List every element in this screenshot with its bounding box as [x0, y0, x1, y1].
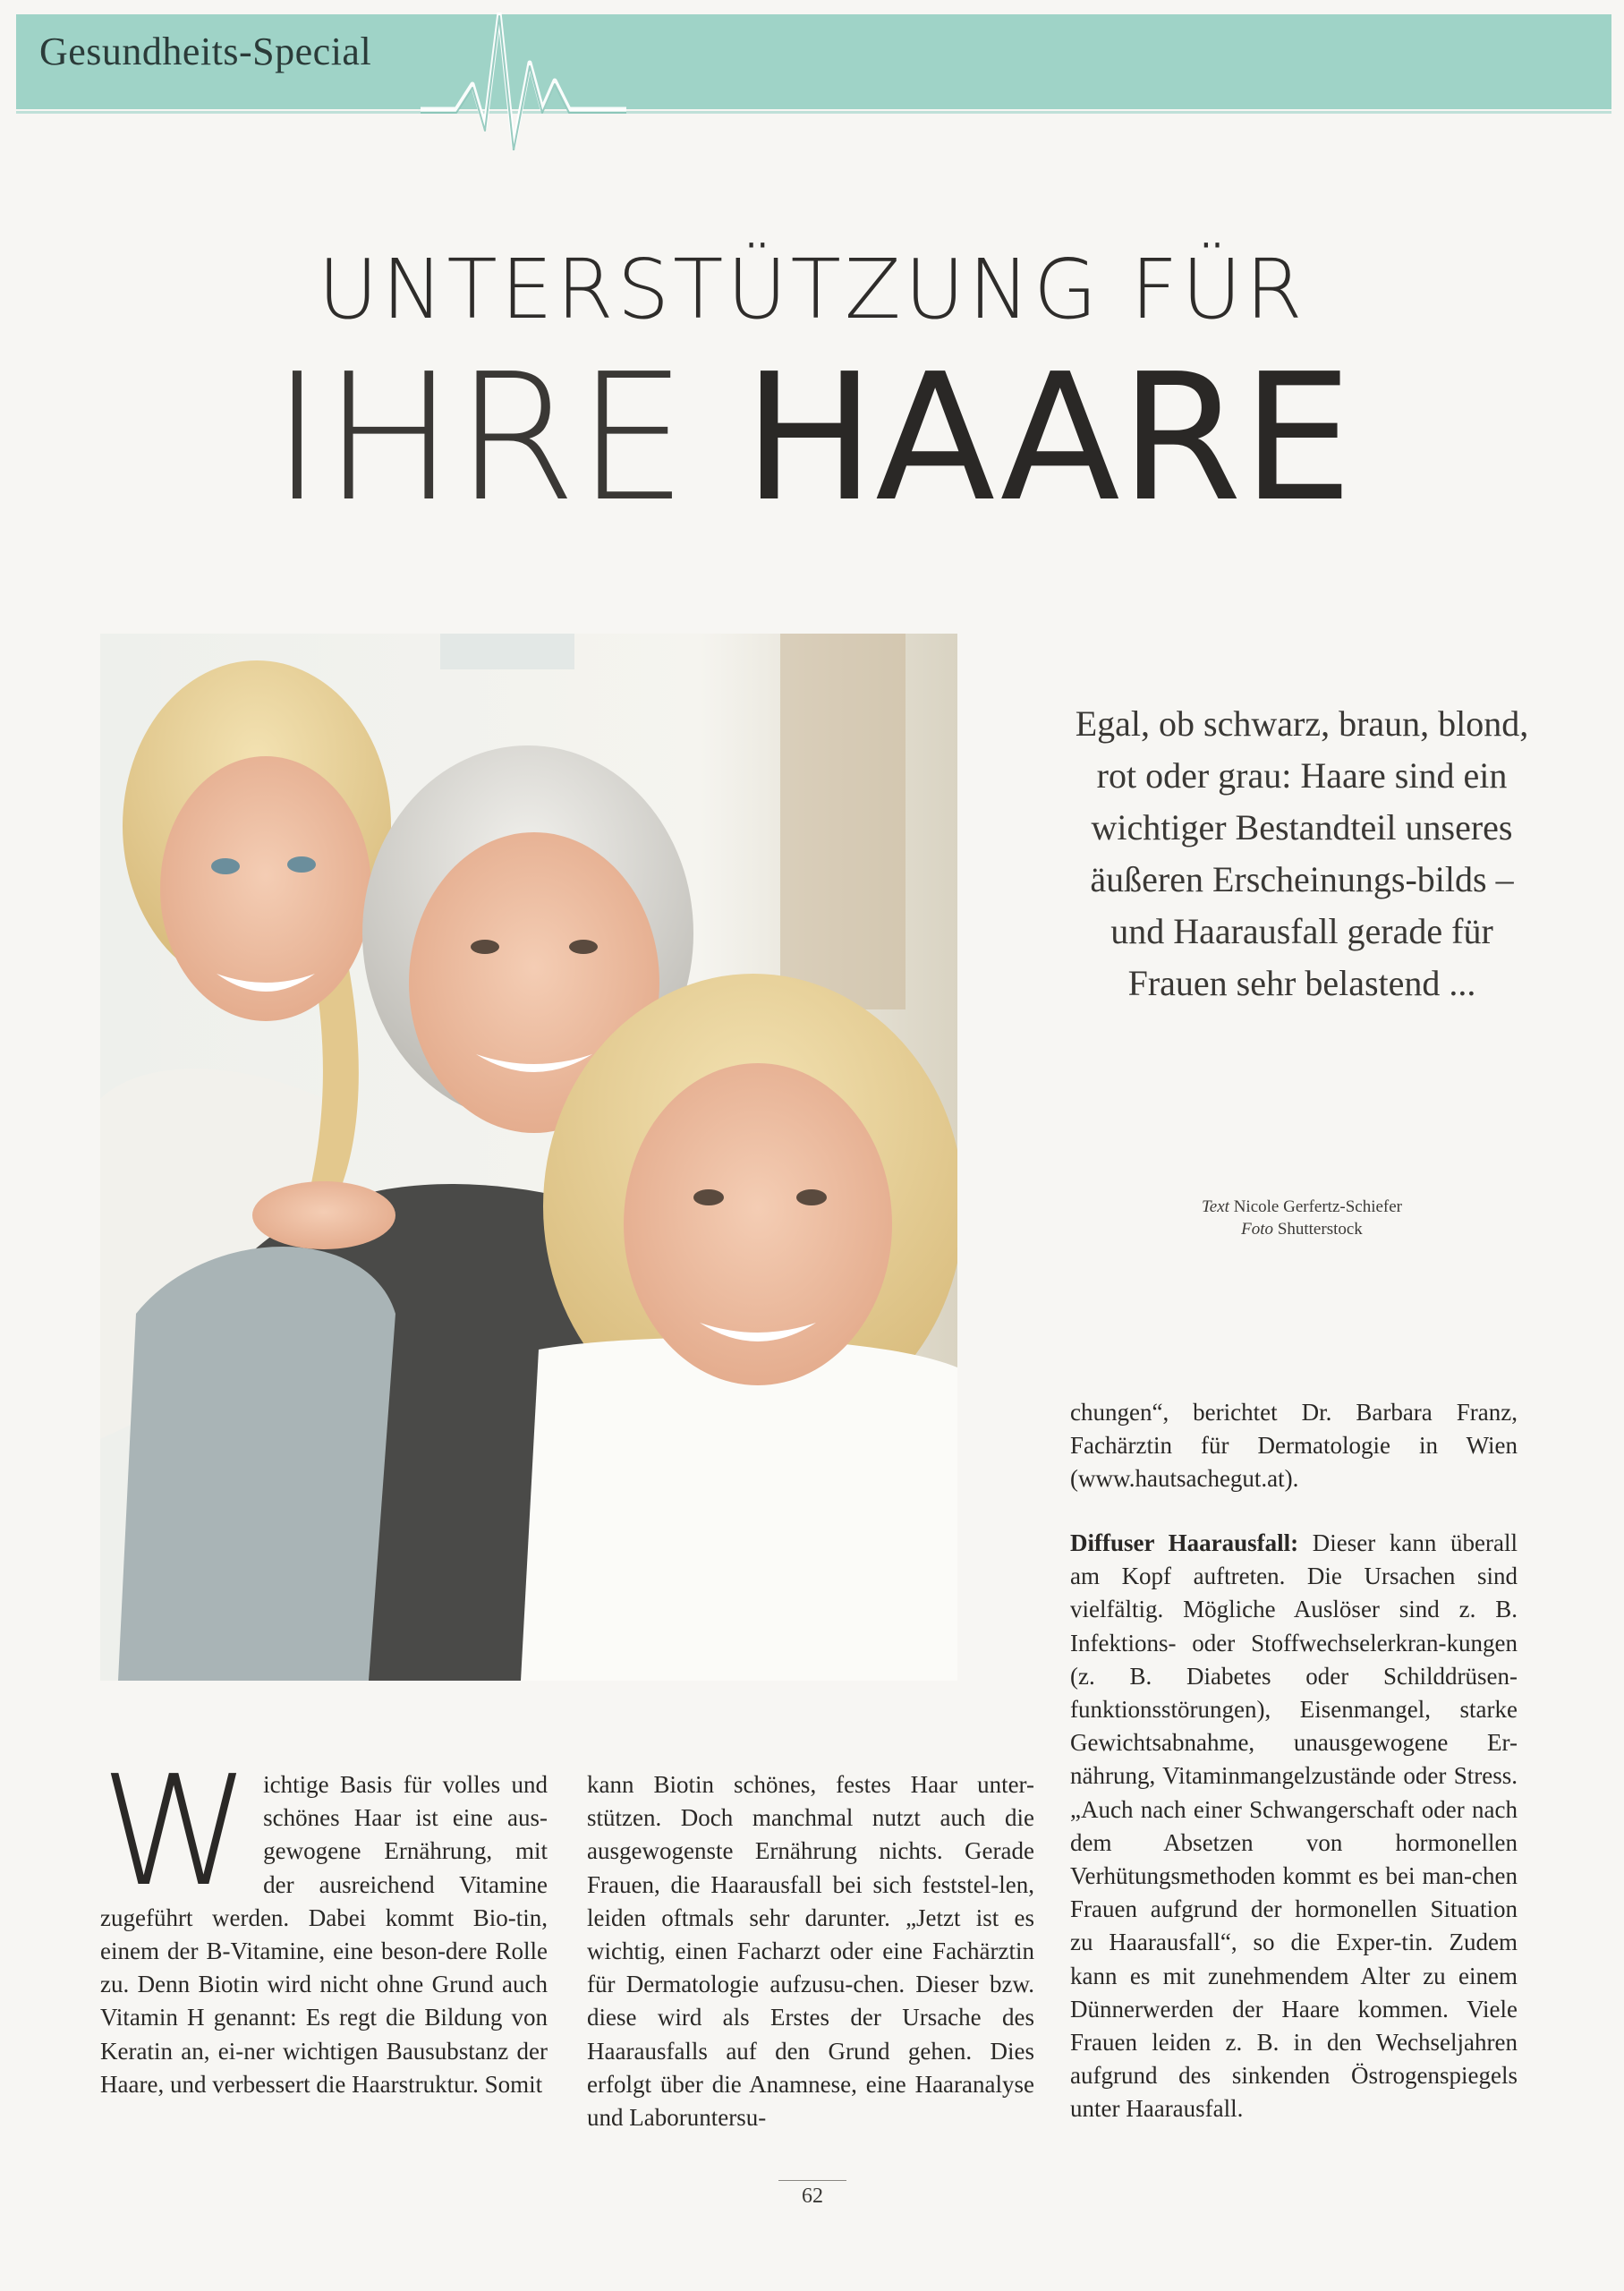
- headline-word-haare: HAARE: [743, 336, 1353, 541]
- family-photo: [100, 634, 957, 1681]
- subhead-diffuser-haarausfall: Diffuser Haarausfall:: [1070, 1529, 1299, 1556]
- credit-photo-label: Foto: [1241, 1220, 1274, 1239]
- heartbeat-pulse-icon: [421, 13, 626, 150]
- page-number: 62: [778, 2180, 846, 2209]
- intro-teaser: Egal, ob schwarz, braun, blond, rot oder grau: Haare sind ein wichtiger Bestandteil unseres äußeren Erscheinungs-bilds – und Haarausfall gerade für Frauen sehr belastend ...: [1075, 703, 1529, 1003]
- article-column-3-section: [1070, 1527, 1518, 2126]
- column-3-continuation-text: chungen“, berichtet Dr. Barbara Franz, Fachärztin für Dermatologie in Wien (www.hautsachegut.at).: [1070, 1399, 1518, 1493]
- drop-cap: W: [100, 1743, 251, 1921]
- article-column-1: [100, 1743, 548, 2101]
- article-column-2: [587, 1768, 1034, 2134]
- column-1-text: ichtige Basis für volles und schönes Haar ist eine aus-gewogene Ernährung, mit der ausreichend Vitamine zugeführt werden. Dabei kommt Bio-tin, einem der B-Vitamine, eine beson-dere Rolle zu. Denn Biotin wird nicht ohne Grund auch Vitamin H genannt: Es regt die Bildung von Keratin an, ei-ner wichtigen Bausubstanz der Haare, und verbessert die Haarstruktur. Somit: [100, 1771, 548, 2098]
- credit-author: Nicole Gerfertz-Schiefer: [1233, 1197, 1403, 1216]
- credit-photo-source: Shutterstock: [1277, 1220, 1363, 1239]
- headline-word-ihre: IHRE: [271, 336, 688, 541]
- article-credits: [1060, 1196, 1543, 1240]
- header-divider: [16, 111, 1611, 114]
- headline-line-1: UNTERSTÜTZUNG FÜR: [318, 242, 1306, 337]
- credit-text-label: Text: [1201, 1197, 1229, 1216]
- headline-line-2: [0, 336, 1624, 541]
- article-column-3-continuation: [1070, 1396, 1518, 1496]
- column-3-body-text: Dieser kann überall am Kopf auftreten. Die Ursachen sind vielfältig. Mögliche Auslöser sind z. B. Infektions- oder Stoffwechselerkran-kungen (z. B. Diabetes oder Schilddrüsen-funktionsstörungen), Eisenmangel, starke Gewichtsabnahme, unausgewogene Er-nährung, Vitaminmangelzustände oder Stress. „Auch nach einer Schwangerschaft oder nach dem Absetzen von hormonellen Verhütungsmethoden kommt es bei man-chen Frauen aufgrund der hormonellen Situation zu Haarausfall“, so die Exper-tin. Zudem kann es mit zunehmendem Alter zu einem Dünnerwerden der Haare kommen. Viele Frauen leiden z. B. in den Wechseljahren aufgrund des sinkenden Östrogenspiegels unter Haarausfall.: [1070, 1529, 1518, 2123]
- column-2-text: kann Biotin schönes, festes Haar unter-stützen. Doch manchmal nutzt auch die ausgewogenste Ernährung nichts. Gerade Frauen, die Haarausfall bei sich feststel-len, leiden oftmals sehr darunter. „Jetzt ist es wichtig, einen Facharzt oder eine Fachärztin für Dermatologie aufzusu-chen. Dieser bzw. diese wird als Erstes der Ursache des Haarausfalls auf den Grund gehen. Dies erfolgt über die Anamnese, eine Haaranalyse und Laboruntersu-: [587, 1771, 1034, 2132]
- section-label: Gesundheits-Special: [39, 30, 372, 73]
